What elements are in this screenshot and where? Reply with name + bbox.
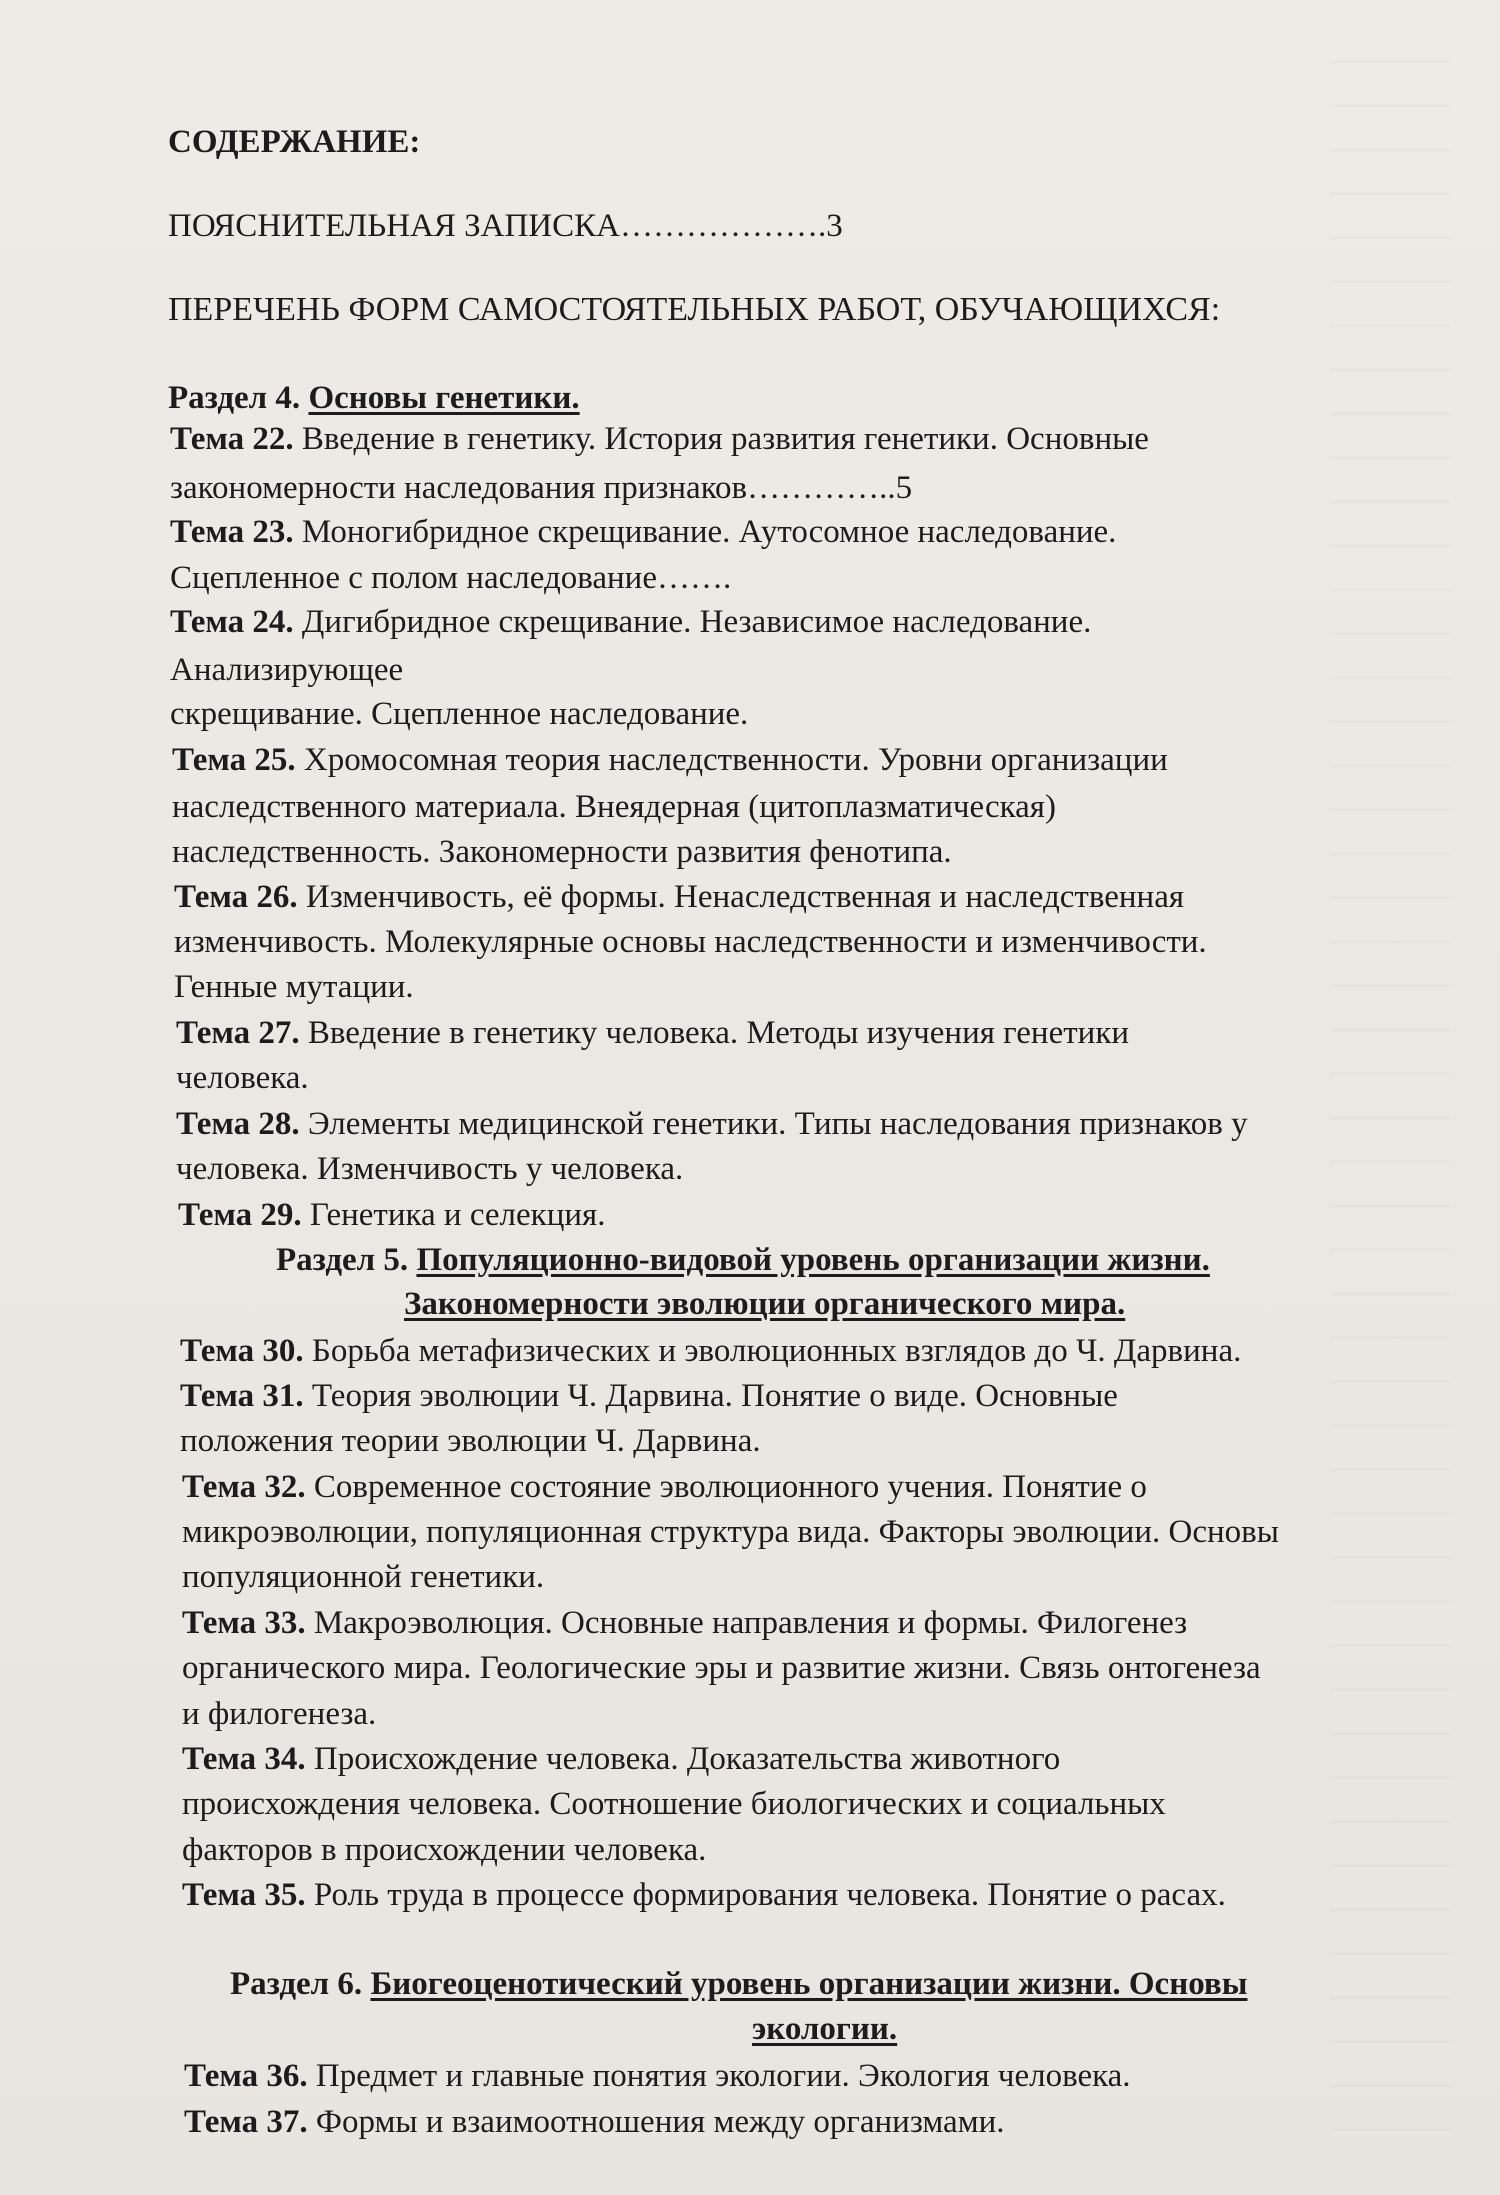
topic-text: Макроэволюция. Основные направления и формы. Филогенез	[313, 1605, 1188, 1641]
section-5-label: Раздел 5.	[276, 1242, 417, 1278]
topic-text: Введение в генетику человека. Методы изучения генетики	[307, 1015, 1130, 1051]
topic-number: Тема 31.	[180, 1378, 312, 1414]
topic-32-cont-1: микроэволюции, популяционная структура вида. Факторы эволюции. Основы	[182, 1514, 1279, 1550]
section-4-label: Раздел 4.	[168, 380, 309, 416]
topic-23	[170, 512, 1116, 552]
topic-text: Моногибридное скрещивание. Аутосомное наследование.	[301, 514, 1117, 550]
section-5-heading-line2	[404, 1284, 1125, 1324]
topic-28-cont: человека. Изменчивость у человека.	[176, 1151, 684, 1187]
topic-number: Тема 36.	[184, 2058, 316, 2094]
topic-text: Теория эволюции Ч. Дарвина. Понятие о виде. Основные	[311, 1378, 1118, 1414]
topic-31-cont: положения теории эволюции Ч. Дарвина.	[180, 1423, 761, 1459]
topic-22-cont: закономерности наследования признаков…………..5	[170, 470, 913, 506]
section-6-heading-line2	[752, 2009, 897, 2049]
topic-29	[178, 1195, 605, 1235]
topic-25-cont-2: наследственность. Закономерности развития фенотипа.	[172, 834, 952, 870]
topic-32-cont-2: популяционной генетики.	[182, 1559, 545, 1595]
topic-32	[182, 1467, 1147, 1507]
topic-24	[170, 602, 1091, 642]
topic-text: Предмет и главные понятия экологии. Экология человека.	[315, 2058, 1131, 2094]
topic-number: Тема 27.	[176, 1015, 308, 1051]
topic-35	[182, 1875, 1226, 1915]
topic-34	[182, 1739, 1060, 1779]
topic-23-cont: Сцепленное с полом наследование…….	[170, 560, 732, 596]
topic-24-cont-2: скрещивание. Сцепленное наследование.	[170, 696, 749, 732]
topic-text: Изменчивость, её формы. Ненаследственная и наследственная	[305, 879, 1185, 915]
topic-number: Тема 25.	[172, 742, 304, 778]
topic-number: Тема 37.	[184, 2104, 316, 2140]
topic-number: Тема 24.	[170, 604, 302, 640]
topic-34-cont-1: происхождения человека. Соотношение биологических и социальных	[182, 1786, 1166, 1822]
topic-30	[180, 1331, 1241, 1371]
topic-33-cont-1: органического мира. Геологические эры и развитие жизни. Связь онтогенеза	[182, 1650, 1261, 1686]
section-6-name-line1: Биогеоценотический уровень организации жизни. Основы	[370, 1966, 1248, 2002]
topic-text: Дигибридное скрещивание. Независимое наследование.	[301, 604, 1092, 640]
section-5-name-line2: Закономерности эволюции органического мира.	[404, 1286, 1126, 1322]
topic-31	[180, 1376, 1118, 1416]
topic-number: Тема 33.	[182, 1605, 314, 1641]
topic-number: Тема 22.	[170, 421, 302, 457]
topic-text: Хромосомная теория наследственности. Уровни организации	[303, 742, 1168, 778]
topic-27-cont: человека.	[176, 1060, 309, 1096]
topic-36	[184, 2056, 1131, 2096]
topic-37	[184, 2102, 1005, 2142]
topic-27	[176, 1013, 1129, 1053]
topic-24-cont-1: Анализирующее	[170, 652, 404, 688]
section-6-name-line2: экологии.	[752, 2011, 898, 2047]
page-title: СОДЕРЖАНИЕ:	[168, 124, 421, 160]
topic-text: Введение в генетику. История развития генетики. Основные	[301, 421, 1149, 457]
topic-text: Генетика и селекция.	[309, 1197, 606, 1233]
topic-number: Тема 28.	[176, 1106, 308, 1142]
topic-26-cont-1: изменчивость. Молекулярные основы наследственности и изменчивости.	[174, 924, 1207, 960]
topic-number: Тема 23.	[170, 514, 302, 550]
topic-25-cont-1: наследственного материала. Внеядерная (цитоплазматическая)	[172, 789, 1056, 825]
topic-number: Тема 26.	[174, 879, 306, 915]
section-6-label: Раздел 6.	[230, 1966, 371, 2002]
bleed-through-texture	[1330, 20, 1450, 2170]
explanatory-note-entry: ПОЯСНИТЕЛЬНАЯ ЗАПИСКА……………….3	[168, 208, 843, 244]
topic-22	[170, 419, 1149, 459]
topic-26-cont-2: Генные мутации.	[174, 969, 414, 1005]
work-forms-heading: ПЕРЕЧЕНЬ ФОРМ САМОСТОЯТЕЛЬНЫХ РАБОТ, ОБУЧАЮЩИХСЯ:	[168, 291, 1221, 328]
topic-25	[172, 740, 1168, 780]
topic-text: Происхождение человека. Доказательства животного	[313, 1741, 1061, 1777]
topic-text: Борьба метафизических и эволюционных взглядов до Ч. Дарвина.	[311, 1333, 1242, 1369]
topic-number: Тема 35.	[182, 1877, 314, 1913]
topic-number: Тема 29.	[178, 1197, 310, 1233]
topic-number: Тема 34.	[182, 1741, 314, 1777]
section-5-name-line1: Популяционно-видовой уровень организации жизни.	[416, 1242, 1210, 1278]
topic-28	[176, 1104, 1248, 1144]
topic-33	[182, 1603, 1187, 1643]
section-4-heading	[168, 378, 580, 418]
topic-26	[174, 877, 1184, 917]
topic-text: Элементы медицинской генетики. Типы наследования признаков у	[307, 1106, 1248, 1142]
section-4-name: Основы генетики.	[308, 380, 580, 416]
topic-text: Формы и взаимоотношения между организмами.	[315, 2104, 1005, 2140]
section-6-heading	[230, 1964, 1247, 2004]
topic-33-cont-2: и филогенеза.	[182, 1696, 377, 1732]
topic-number: Тема 32.	[182, 1469, 314, 1505]
topic-text: Роль труда в процессе формирования человека. Понятие о расах.	[313, 1877, 1226, 1913]
topic-number: Тема 30.	[180, 1333, 312, 1369]
topic-text: Современное состояние эволюционного учения. Понятие о	[313, 1469, 1147, 1505]
topic-34-cont-2: факторов в происхождении человека.	[182, 1832, 707, 1868]
section-5-heading	[276, 1240, 1210, 1280]
